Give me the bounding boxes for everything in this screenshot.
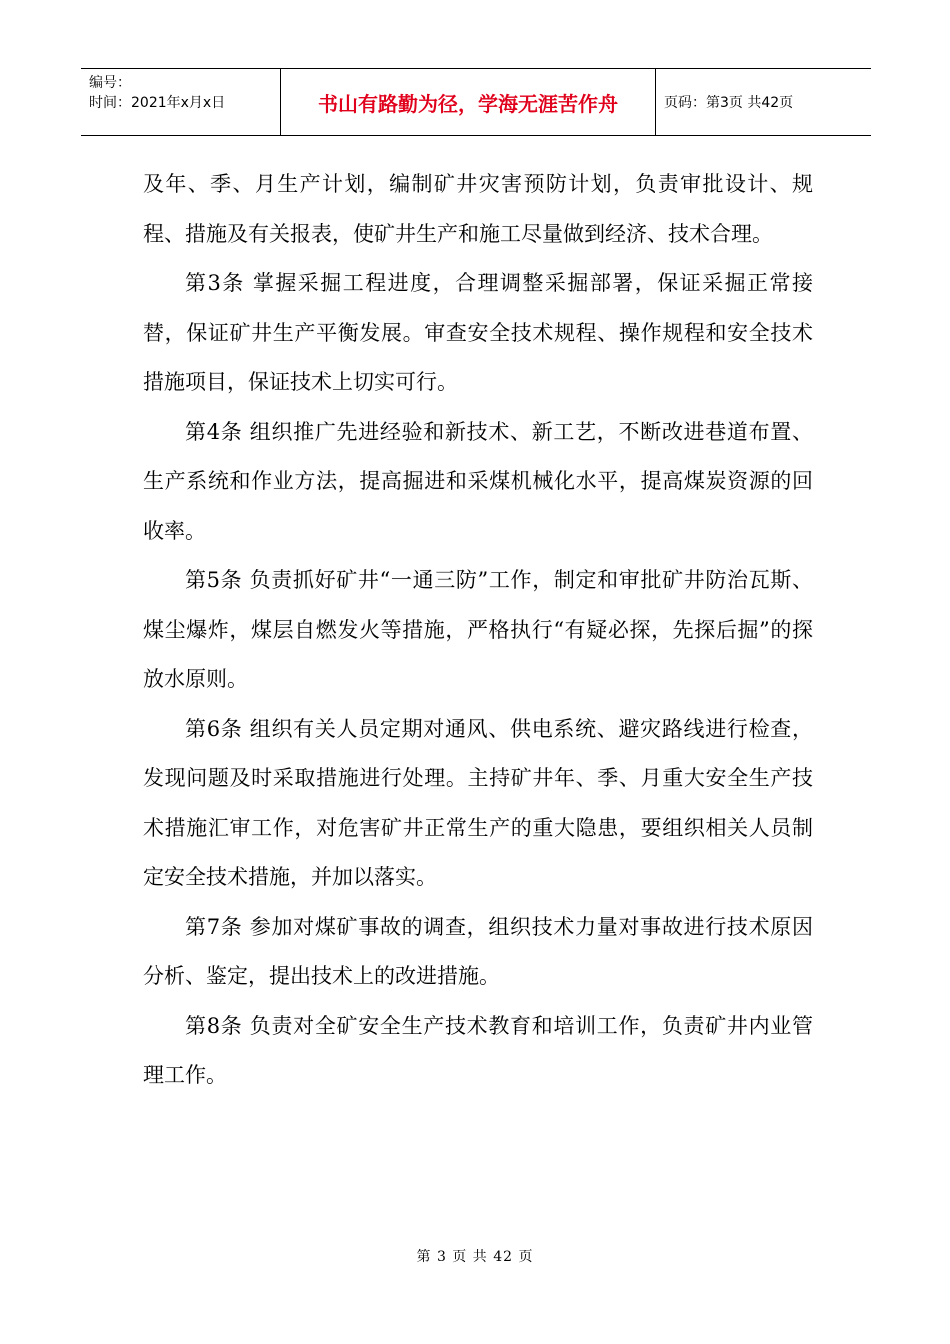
document-body: [143, 160, 813, 1101]
paragraph-article-7: 第7条 参加对煤矿事故的调查，组织技术力量对事故进行技术原因分析、鉴定，提出技术上的改进措施。: [143, 914, 813, 988]
paragraph-article-4: 第4条 组织推广先进经验和新技术、新工艺，不断改进巷道布置、生产系统和作业方法，提高掘进和采煤机械化水平，提高煤炭资源的回收率。: [143, 419, 813, 543]
header-motto: 书山有路勤为径，学海无涯苦作舟: [281, 69, 656, 135]
paragraph-continuation: 及年、季、月生产计划，编制矿井灾害预防计划，负责审批设计、规程、措施及有关报表，使矿井生产和施工尽量做到经济、技术合理。: [143, 172, 813, 246]
paragraph-article-3: 第3条 掌握采掘工程进度，合理调整采掘部署，保证采掘正常接替，保证矿井生产平衡发展。审查安全技术规程、操作规程和安全技术措施项目，保证技术上切实可行。: [143, 271, 813, 394]
header-page-info: 页码：第3页 共42页: [664, 95, 794, 111]
paragraph-article-6: 第6条 组织有关人员定期对通风、供电系统、避灾路线进行检查，发现问题及时采取措施进行处理。主持矿井年、季、月重大安全生产技术措施汇审工作，对危害矿井正常生产的重大隐患，要组织相关人员制定安全技术措施，并加以落实。: [143, 716, 813, 889]
page-header: [81, 68, 871, 136]
header-meta: [81, 69, 281, 135]
page-footer: 第 3 页 共 42 页: [416, 1249, 534, 1265]
document-number-label: 编号：: [89, 75, 131, 91]
document-time-label: 时间：2021年x月x日: [89, 95, 226, 111]
paragraph-article-5: 第5条 负责抓好矿井“一通三防”工作，制定和审批矿井防治瓦斯、煤尘爆炸，煤层自燃发火等措施，严格执行“有疑必探，先探后掘”的探放水原则。: [143, 568, 813, 691]
paragraph-article-8: 第8条 负责对全矿安全生产技术教育和培训工作，负责矿井内业管理工作。: [143, 1013, 813, 1087]
